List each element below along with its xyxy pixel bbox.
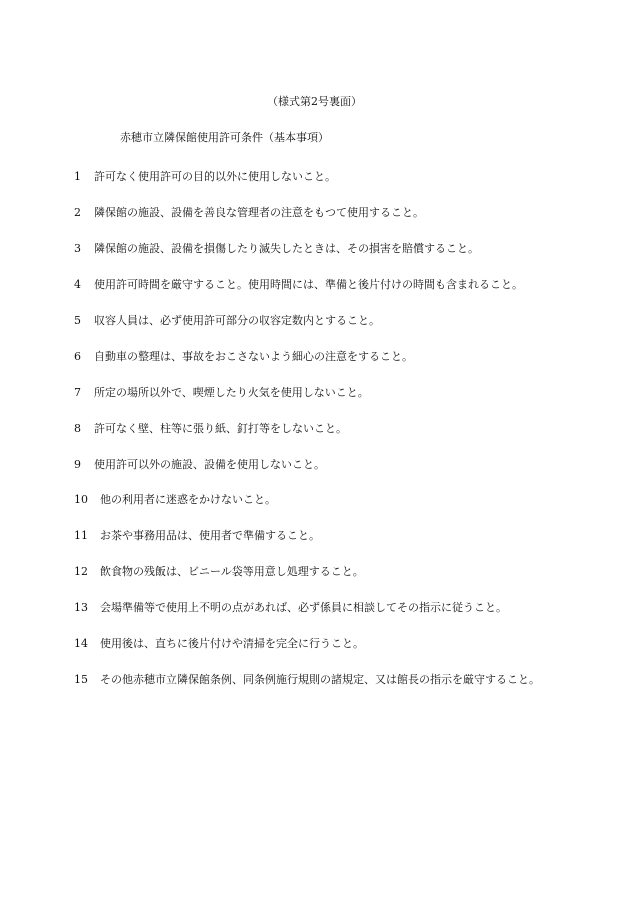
condition-item <box>74 458 540 472</box>
condition-text: 隣保館の施設、設備を善良な管理者の注意をもつて使用すること。 <box>94 205 424 219</box>
condition-item <box>74 242 540 256</box>
condition-item <box>74 422 540 436</box>
condition-item <box>74 350 540 364</box>
condition-text: 自動車の整理は、事故をおこさないよう細心の注意をすること。 <box>94 349 413 363</box>
condition-text: 飲食物の残飯は、ビニール袋等用意し処理すること。 <box>100 565 364 579</box>
condition-item <box>74 601 540 615</box>
condition-item <box>74 565 540 579</box>
condition-number: 5 <box>74 313 81 327</box>
condition-number: 1 <box>74 170 81 183</box>
condition-item <box>74 278 540 292</box>
condition-number: 14 <box>74 637 88 651</box>
condition-item <box>74 529 540 543</box>
condition-number: 2 <box>74 205 81 219</box>
condition-item <box>74 493 540 507</box>
condition-text: お茶や事務用品は、使用者で準備すること。 <box>100 529 320 543</box>
condition-text: 隣保館の施設、設備を損傷したり滅失したときは、その損害を賠償すること。 <box>94 241 479 255</box>
condition-number: 6 <box>74 349 81 363</box>
condition-text: 許可なく壁、柱等に張り紙、釘打等をしないこと。 <box>94 421 347 435</box>
condition-text: 許可なく使用許可の目的以外に使用しないこと。 <box>94 170 336 183</box>
condition-text: 所定の場所以外で、喫煙したり火気を使用しないこと。 <box>94 385 369 399</box>
condition-number: 4 <box>74 277 81 291</box>
condition-number: 15 <box>74 673 88 687</box>
form-number: （様式第2号裏面） <box>267 95 362 108</box>
condition-item <box>74 637 540 651</box>
condition-number: 10 <box>74 493 88 507</box>
condition-item <box>74 673 540 687</box>
condition-text: その他赤穂市立隣保館条例、同条例施行規則の諸規定、又は館長の指示を厳守すること。 <box>100 673 540 687</box>
condition-number: 12 <box>74 565 88 579</box>
conditions-list <box>74 170 540 709</box>
condition-number: 11 <box>74 529 88 543</box>
condition-text: 使用後は、直ちに後片付けや清掃を完全に行うこと。 <box>100 637 364 651</box>
condition-item <box>74 314 540 328</box>
condition-number: 8 <box>74 421 81 435</box>
condition-text: 会場準備等で使用上不明の点があれば、必ず係員に相談してその指示に従うこと。 <box>100 601 507 615</box>
condition-text: 使用許可以外の施設、設備を使用しないこと。 <box>94 457 325 471</box>
condition-text: 他の利用者に迷惑をかけないこと。 <box>100 493 276 507</box>
condition-number: 13 <box>74 601 88 615</box>
condition-text: 収容人員は、必ず使用許可部分の収容定数内とすること。 <box>94 313 380 327</box>
condition-item <box>74 206 540 220</box>
condition-item <box>74 386 540 400</box>
condition-text: 使用許可時間を厳守すること。使用時間には、準備と後片付けの時間も含まれること。 <box>94 277 523 291</box>
condition-number: 7 <box>74 385 81 399</box>
condition-number: 9 <box>74 457 81 471</box>
condition-number: 3 <box>74 241 81 255</box>
document-title: 赤穂市立隣保館使用許可条件（基本事項） <box>120 131 329 144</box>
condition-item <box>74 170 540 184</box>
